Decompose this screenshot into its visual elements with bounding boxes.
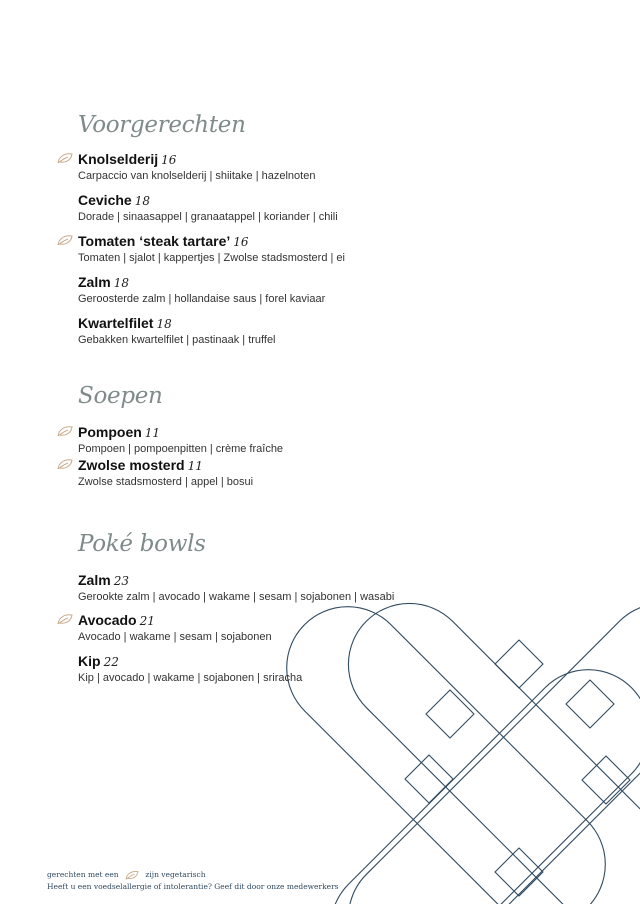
item-description: Pompoen | pompoenpitten | crème fraîche [78,443,284,455]
menu-item-pompoen [78,424,283,457]
item-description: Tomaten | sjalot | kappertjes | Zwolse stadsmosterd | ei [78,252,345,264]
menu-item-avocado-bowl [78,612,272,645]
legend-prefix: gerechten met een [47,870,119,879]
item-description: Geroosterde zalm | hollandaise saus | forel kaviaar [78,293,326,305]
vegetarian-leaf-icon [56,424,74,438]
item-description: Zwolse stadsmosterd | appel | bosui [78,476,254,488]
section-title-voorgerechten: Voorgerechten [78,112,246,138]
item-price: 11 [187,459,203,473]
item-description: Kip | avocado | wakame | sojabonen | sriracha [78,672,303,684]
item-name: Zwolse mosterd [78,457,185,473]
allergy-note: Heeft u een voedselallergie of intolerantie? Geef dit door onze medewerkers [47,882,339,891]
item-name: Avocado [78,612,137,628]
item-price: 21 [139,614,155,628]
menu-item-kip-bowl [78,653,302,686]
item-description: Dorade | sinaasappel | granaatappel | koriander | chili [78,211,338,223]
menu-item-knolselderij [78,151,315,184]
item-description: Gerookte zalm | avocado | wakame | sesam | sojabonen | wasabi [78,591,395,603]
item-name: Knolselderij [78,151,159,167]
vegetarian-leaf-icon [56,151,74,165]
menu-item-kwartelfilet [78,315,276,348]
item-name: Zalm [78,274,111,290]
menu-item-zwolse-mosterd [78,457,253,490]
vegetarian-leaf-icon [56,612,74,626]
item-description: Avocado | wakame | sesam | sojabonen [78,631,272,643]
item-price: 23 [113,574,129,588]
legend-suffix: zijn vegetarisch [145,870,206,879]
item-description: Gebakken kwartelfilet | pastinaak | truffel [78,334,276,346]
item-price: 18 [113,276,129,290]
item-price: 18 [156,317,172,331]
item-description: Carpaccio van knolselderij | shiitake | hazelnoten [78,170,316,182]
item-name: Tomaten ‘steak tartare’ [78,233,231,249]
vegetarian-leaf-icon [124,869,140,881]
item-name: Kip [78,653,101,669]
item-price: 16 [233,235,249,249]
item-name: Pompoen [78,424,142,440]
vegetarian-leaf-icon [56,233,74,247]
vegetarian-leaf-icon [56,457,74,471]
item-name: Ceviche [78,192,132,208]
section-title-soepen: Soepen [78,383,163,409]
section-title-poke-bowls: Poké bowls [78,531,206,557]
menu-item-ceviche [78,192,338,225]
item-name: Zalm [78,572,111,588]
item-price: 22 [103,655,119,669]
item-price: 16 [161,153,177,167]
item-name: Kwartelfilet [78,315,154,331]
item-price: 18 [134,194,150,208]
menu-item-tomaten-steak-tartare [78,233,345,266]
menu-item-zalm-bowl [78,572,394,605]
menu-item-zalm [78,274,325,307]
item-price: 11 [144,426,161,440]
vegetarian-legend [47,869,206,881]
